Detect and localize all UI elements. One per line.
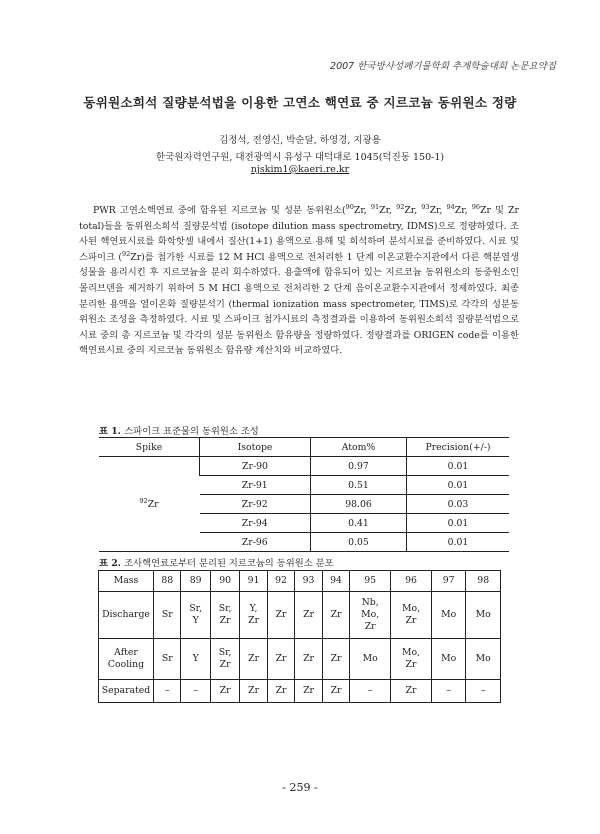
spike-cell: $^{92}$Zr [99,457,200,552]
header-mass-number: 88 [154,571,181,592]
table-cell: Y, Zr [240,592,267,639]
table-cell: Zr [295,639,322,680]
table-cell: Zr [267,680,294,703]
table-cell: Y [181,639,210,680]
isotope-cell: Zr-94 [200,514,311,533]
table-cell: Mo [466,639,501,680]
header-mass-number: 93 [295,571,322,592]
table-cell: Zr [267,639,294,680]
header-mass-number: 90 [210,571,239,592]
table-cell: Zr [240,639,267,680]
row-label: After Cooling [99,639,154,680]
header-mass-number: 97 [431,571,466,592]
table-cell: Sr, Zr [210,639,239,680]
table-cell: Zr [295,592,322,639]
table-row [99,680,501,703]
table-cell: Zr [240,680,267,703]
page-number: - 259 - [282,781,318,794]
table-cell: Zr [322,639,349,680]
table-cell: Zr [295,680,322,703]
spike-isotope-table [99,437,509,552]
atom-cell: 0.97 [311,457,407,476]
table-cell: Sr [154,592,181,639]
affiliation: 한국원자력연구원, 대전광역시 유성구 대덕대로 1045(덕진동 150-1) [155,152,445,163]
precision-cell: 0.01 [407,533,510,552]
row-label: Separated [99,680,154,703]
table-cell: – [350,680,391,703]
table-cell: Zr [322,592,349,639]
isotope-cell: Zr-90 [200,457,311,476]
proceedings-header: 2007 한국방사성폐기물학회 추계학술대회 논문요약집 [330,61,556,72]
precision-cell: 0.01 [407,457,510,476]
atom-cell: 0.51 [311,476,407,495]
table-cell: Mo, Zr [391,639,432,680]
email-link[interactable]: njskim1@kaeri.re.kr [250,164,350,175]
table-cell: Sr, Zr [210,592,239,639]
table-cell: Sr, Y [181,592,210,639]
table-cell: Mo, Zr [391,592,432,639]
table-cell: – [466,680,501,703]
header-spike: Spike [99,438,200,457]
table-cell: Zr [322,680,349,703]
table-cell: – [181,680,210,703]
header-mass-number: 95 [350,571,391,592]
author-email [0,164,600,175]
paper-title: 동위원소희석 질량분석법을 이용한 고연소 핵연료 중 지르코늄 동위원소 정량 [83,95,517,110]
header-mass-number: 89 [181,571,210,592]
table-row [99,639,501,680]
author-list: 김정석, 전영신, 박순달, 하영경, 지광용 [219,135,381,146]
atom-cell: 0.41 [311,514,407,533]
table-cell: Zr [267,592,294,639]
isotope-distribution-table [98,570,501,703]
table-cell: Zr [391,680,432,703]
header-mass: Mass [99,571,154,592]
table-cell: Mo [431,639,466,680]
table-cell: Mo [350,639,391,680]
table-row [99,592,501,639]
atom-cell: 0.05 [311,533,407,552]
header-mass-number: 94 [322,571,349,592]
table-cell: Zr [210,680,239,703]
precision-cell: 0.01 [407,514,510,533]
atom-cell: 98.06 [311,495,407,514]
precision-cell: 0.01 [407,476,510,495]
header-atom-percent: Atom% [311,438,407,457]
header-precision: Precision(+/-) [407,438,510,457]
table-cell: – [154,680,181,703]
table1-caption: 표 1. 스파이크 표준물의 동위원소 조성 [99,426,259,437]
table-cell: – [431,680,466,703]
abstract-paragraph: PWR 고연소핵연료 중에 함유된 지르코늄 및 성분 동위원소($^{90}$Zr, $^{91}$Zr, $^{92}$Zr, $^{93}$Zr, $^{94}$Zr, $^{96}$Zr 및 Zr total)들을 동위원소희석 질량분석법 (isotope dilution mass spectrometry, IDMS)으로 정량하였다. 조사된 핵연료시료를 화학핫셀 내에서 질산(1+1) 용액으로 용해 및 희석하여 분석시료를 준비하였다. 시료 및 스파이크 ($^{92}$Zr)를 첨가한 시료를 12 M HCl 용액으로 전처리한 1 단계 이온교환수지관에서 다른 핵분열생성물을 용리시킨 후 지르코늄을 분리 회수하였다. 용출액에 함유되어 있는 지르코늄 동위원소의 동중원소인 몰리브덴을 제거하기 위하여 5 M HCl 용액으로 전처리한 2 단계 음이온교환수지관에서 정제하였다. 최종 분리한 용액을 열이온화 질량분석기 (thermal ionization mass spectrometer, TIMS)로 각각의 성분동위원소 조성을 측정하였다. 시료 및 스파이크 첨가시료의 측정결과를 이용하여 동위원소희석 질량분석법으로 시료 중의 총 지르코늄 및 각각의 성분 동위원소 함유량을 정량하였다. 정량결과를 ORIGEN code를 이용한 핵연료시료 중의 지르코늄 동위원소 함유량 계산치와 비교하였다. [79,203,519,357]
table-cell: Sr [154,639,181,680]
isotope-cell: Zr-96 [200,533,311,552]
header-mass-number: 91 [240,571,267,592]
header-isotope: Isotope [200,438,311,457]
precision-cell: 0.03 [407,495,510,514]
isotope-cell: Zr-92 [200,495,311,514]
header-mass-number: 96 [391,571,432,592]
table-cell: Nb, Mo, Zr [350,592,391,639]
header-mass-number: 92 [267,571,294,592]
isotope-cell: Zr-91 [200,476,311,495]
table2-caption: 표 2. 조사핵연료로부터 분리된 지르코늄의 동위원소 분포 [99,558,334,569]
table-row [99,457,509,476]
header-mass-number: 98 [466,571,501,592]
table-cell: Mo [431,592,466,639]
table-cell: Mo [466,592,501,639]
row-label: Discharge [99,592,154,639]
table-header-row [99,438,509,457]
table-header-row [99,571,501,592]
abstract [79,203,519,359]
